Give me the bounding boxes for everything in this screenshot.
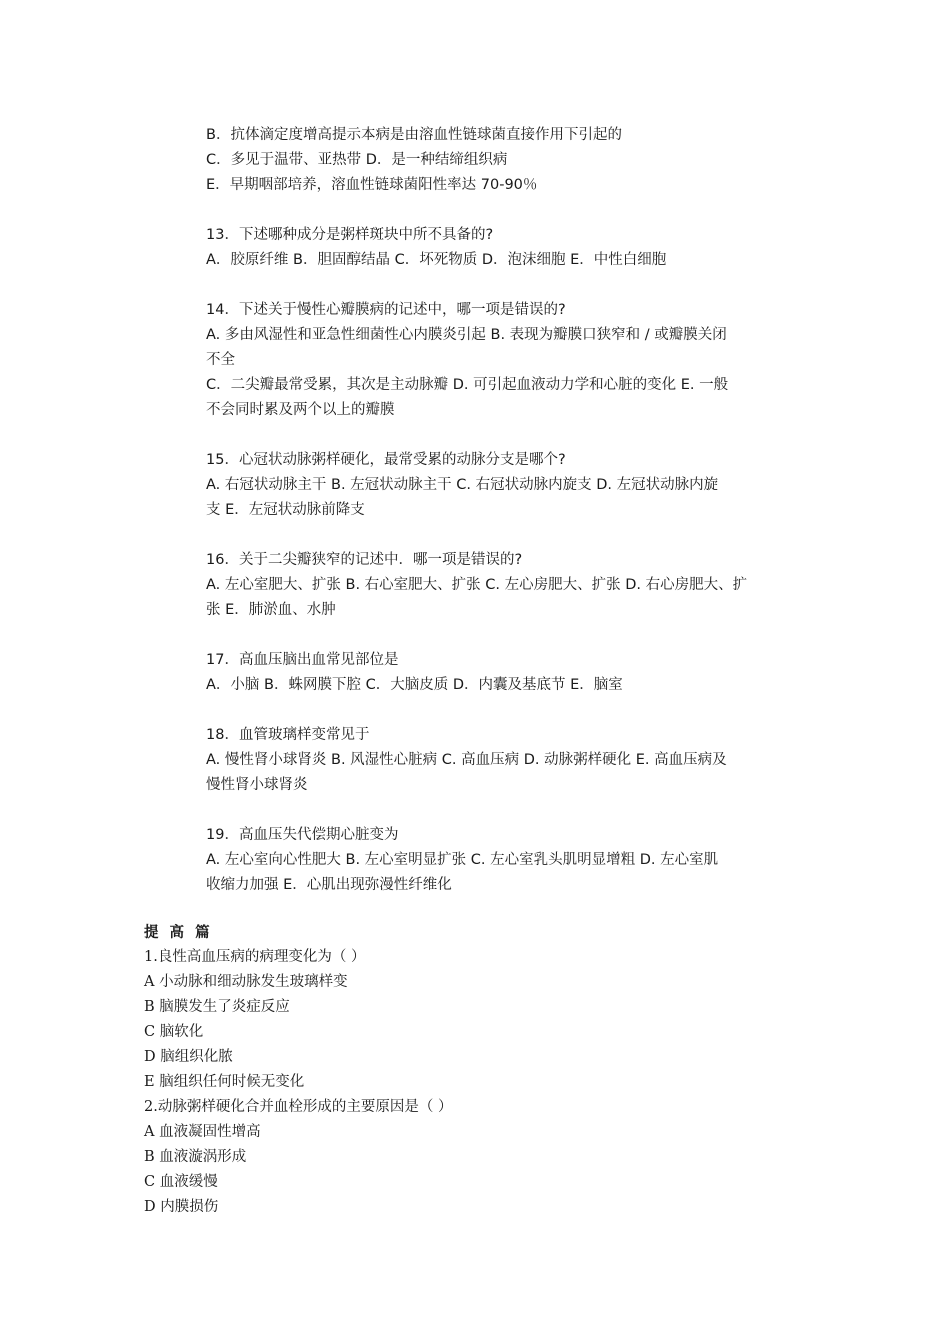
answer-option-line: B．抗体滴定度增高提示本病是由溶血性链球菌直接作用下引起的: [206, 127, 622, 143]
question-16-options: 张 E．肺淤血、水肿: [206, 602, 336, 618]
blank-line: [206, 523, 816, 548]
question-18: 18．血管玻璃样变常见于: [206, 727, 370, 743]
advanced-questions-section: [144, 920, 844, 1220]
question-19-options: A. 左心室向心性肥大 B. 左心室明显扩张 C. 左心室乳头肌明显增粗 D. 左心室肌: [206, 852, 719, 868]
advanced-question-2-option-c: C 血液缓慢: [144, 1174, 218, 1190]
advanced-question-1-option-e: E 脑组织任何时候无变化: [144, 1074, 305, 1090]
advanced-question-2-option-b: B 血液漩涡形成: [144, 1149, 247, 1165]
question-14: 14．下述关于慢性心瓣膜病的记述中，哪一项是错误的?: [206, 302, 566, 318]
blank-line: [206, 273, 816, 298]
question-16: 16．关于二尖瓣狭窄的记述中．哪一项是错误的?: [206, 552, 523, 568]
advanced-question-1: 1.良性高血压病的病理变化为（ ）: [144, 949, 366, 965]
question-13-options: A．胶原纤维 B．胆固醇结晶 C．坏死物质 D．泡沫细胞 E．中性白细胞: [206, 252, 667, 268]
question-14-options: A. 多由风湿性和亚急性细菌性心内膜炎引起 B. 表现为瓣膜口狭窄和 / 或瓣膜关闭: [206, 327, 727, 343]
question-17: 17．高血压脑出血常见部位是: [206, 652, 399, 668]
advanced-question-2-option-d: D 内膜损伤: [144, 1199, 219, 1215]
blank-line: [206, 798, 816, 823]
advanced-question-2: 2.动脉粥样硬化合并血栓形成的主要原因是（ ）: [144, 1099, 453, 1115]
question-14-options: 不会同时累及两个以上的瓣膜: [206, 402, 395, 418]
question-19-options: 收缩力加强 E．心肌出现弥漫性纤维化: [206, 877, 452, 893]
blank-line: [206, 698, 816, 723]
advanced-question-2-option-a: A 血液凝固性增高: [144, 1124, 261, 1140]
question-18-options: A. 慢性肾小球肾炎 B. 风湿性心脏病 C. 高血压病 D. 动脉粥样硬化 E. 高血压病及: [206, 752, 727, 768]
question-15: 15．心冠状动脉粥样硬化，最常受累的动脉分支是哪个?: [206, 452, 566, 468]
question-16-options: A. 左心室肥大、扩张 B. 右心室肥大、扩张 C. 左心房肥大、扩张 D. 右心房肥大、扩: [206, 577, 748, 593]
advanced-question-1-option-d: D 脑组织化脓: [144, 1049, 233, 1065]
blank-line: [206, 423, 816, 448]
advanced-question-1-option-c: C 脑软化: [144, 1024, 204, 1040]
question-15-options: A. 右冠状动脉主干 B. 左冠状动脉主干 C. 右冠状动脉内旋支 D. 左冠状动脉内旋: [206, 477, 719, 493]
answer-option-line: C．多见于温带、亚热带 D．是一种结缔组织病: [206, 152, 508, 168]
question-19: 19．高血压失代偿期心脏变为: [206, 827, 399, 843]
blank-line: [206, 198, 816, 223]
answer-option-line: E．早期咽部培养，溶血性链球菌阳性率达 70-90％: [206, 177, 538, 193]
basic-questions-section: [206, 123, 816, 898]
blank-line: [206, 623, 816, 648]
question-15-options: 支 E．左冠状动脉前降支: [206, 502, 365, 518]
question-14-options: C．二尖瓣最常受累，其次是主动脉瓣 D. 可引起血液动力学和心脏的变化 E. 一般: [206, 377, 729, 393]
question-17-options: A．小脑 B．蛛网膜下腔 C．大脑皮质 D．内囊及基底节 E．脑室: [206, 677, 623, 693]
question-18-options: 慢性肾小球肾炎: [206, 777, 308, 793]
advanced-question-1-option-b: B 脑膜发生了炎症反应: [144, 999, 290, 1015]
question-13: 13．下述哪种成分是粥样斑块中所不具备的?: [206, 227, 494, 243]
section-heading: 提 高 篇: [144, 924, 213, 941]
question-14-options: 不全: [206, 352, 235, 368]
advanced-question-1-option-a: A 小动脉和细动脉发生玻璃样变: [144, 974, 348, 990]
